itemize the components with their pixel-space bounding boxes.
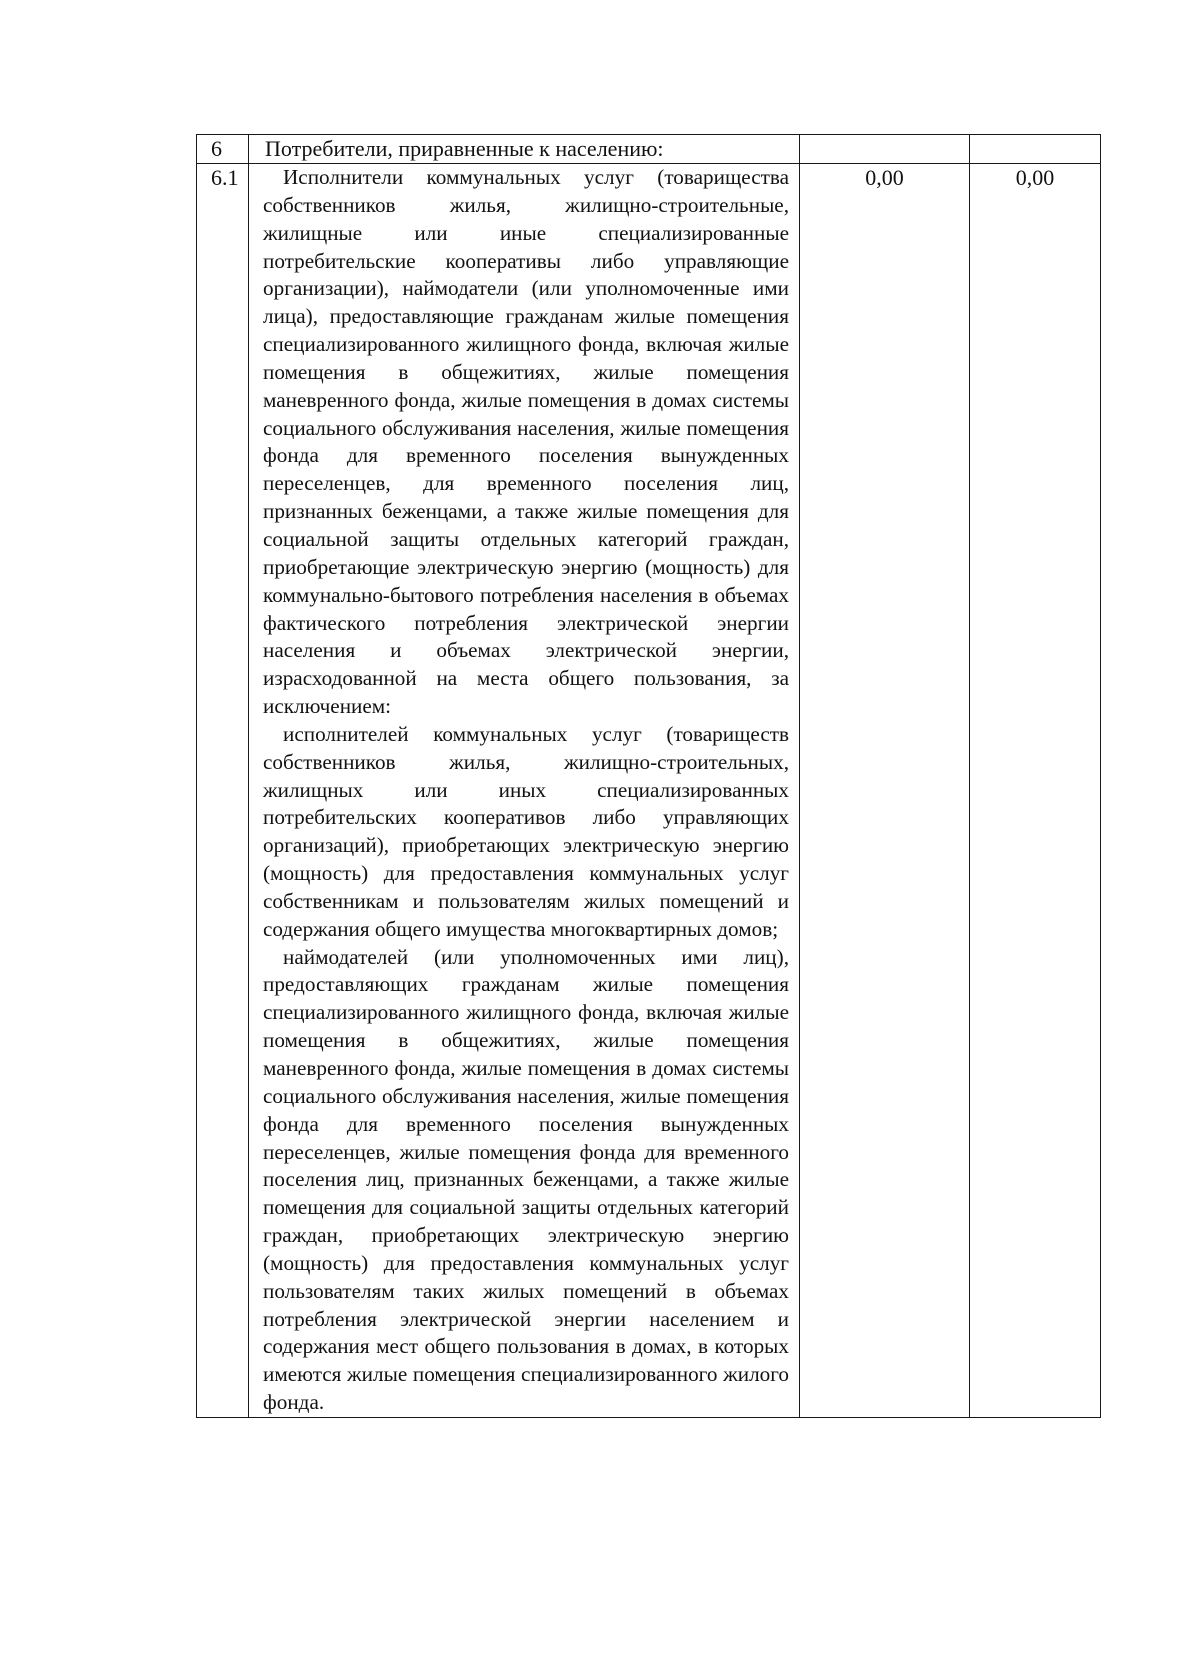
- value-cell-2: [970, 135, 1101, 164]
- value-cell-1: 0,00: [800, 164, 970, 1418]
- paragraph: наймодателей (или уполномоченных ими лиц), предоставляющих гражданам жилые помещения специализированного жилищного фонда, включая жилые помещения в общежитиях, жилые помещения маневренного фонда, жилые помещения в домах системы социального обслуживания населения, жилые помещения фонда для временного поселения вынужденных переселенцев, жилые помещения фонда для временного поселения лиц, признанных беженцами, а также жилые помещения для социальной защиты отдельных категорий граждан, приобретающих электрическую энергию (мощность) для предоставления коммунальных услуг пользователям таких жилых помещений в объемах потребления электрической энергии населением и содержания мест общего пользования в домах, в которых имеются жилые помещения специализированного жилого фонда.: [263, 944, 789, 1415]
- table-row: [197, 135, 1101, 164]
- table-row: [197, 164, 1101, 1418]
- tariff-table: [196, 134, 1101, 1418]
- row-number: 6.1: [197, 164, 249, 1418]
- paragraph: Исполнители коммунальных услуг (товарищества собственников жилья, жилищно-строительные, жилищные или иные специализированные потребительские кооперативы либо управляющие организации), наймодатели (или уполномоченные ими лица), предоставляющие гражданам жилые помещения специализированного жилищного фонда, включая жилые помещения в общежитиях, жилые помещения маневренного фонда, жилые помещения в домах системы социального обслуживания населения, жилые помещения фонда для временного поселения вынужденных переселенцев, для временного поселения лиц, признанных беженцами, а также жилые помещения для социальной защиты отдельных категорий граждан, приобретающие электрическую энергию (мощность) для коммунально-бытового потребления населения в объемах фактического потребления электрической энергии населения и объемах электрической энергии, израсходованной на места общего пользования, за исключением:: [263, 165, 789, 719]
- row-description: [249, 164, 800, 1418]
- paragraph: исполнителей коммунальных услуг (товариществ собственников жилья, жилищно-строительных, жилищных или иных специализированных потребительских кооперативов либо управляющих организаций), приобретающих электрическую энергию (мощность) для предоставления коммунальных услуг собственникам и пользователям жилых помещений и содержания общего имущества многоквартирных домов;: [263, 721, 789, 941]
- row-number: 6: [197, 135, 249, 164]
- row-label: Потребители, приравненные к населению:: [249, 135, 800, 164]
- value-cell-1: [800, 135, 970, 164]
- value-cell-2: 0,00: [970, 164, 1101, 1418]
